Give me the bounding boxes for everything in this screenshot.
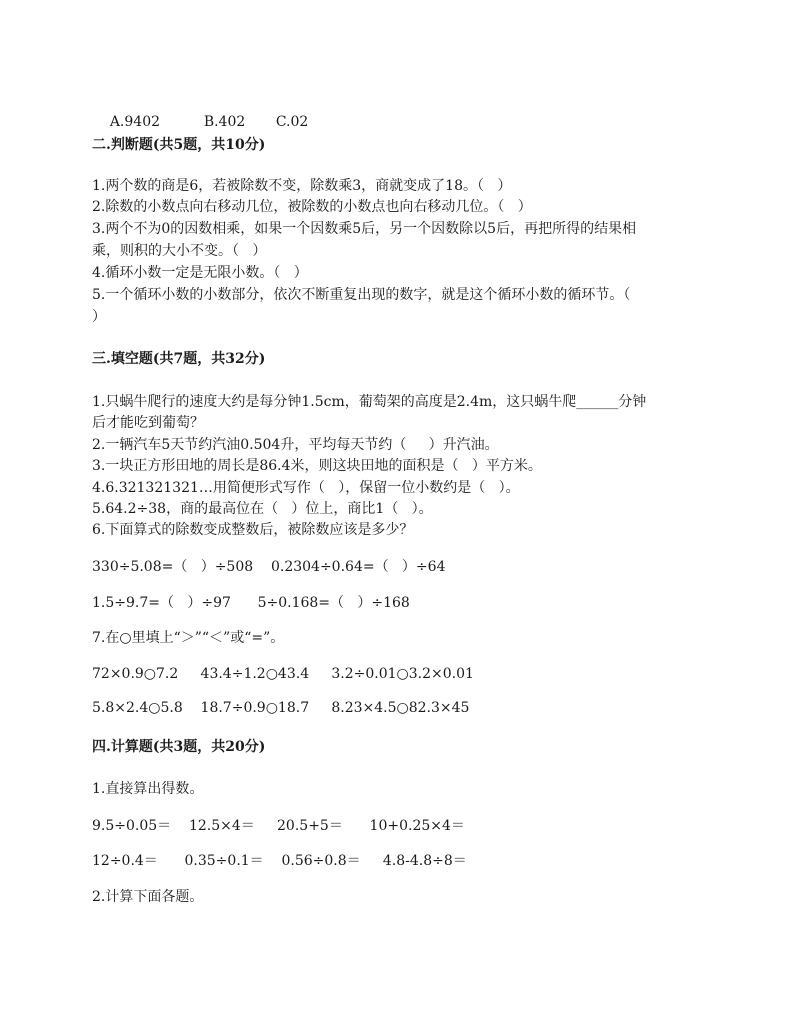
judge-item-3-cont: 乘，则积的大小不变。（ ） [92, 243, 267, 259]
calc-item-1: 1.直接算出得数。 [92, 781, 204, 797]
calc-item-2: 2.计算下面各题。 [92, 889, 204, 905]
judge-item-5: 5.一个循环小数的小数部分，依次不断重复出现的数字，就是这个循环小数的循环节。（ [92, 287, 631, 303]
option-b: B.402 [203, 114, 246, 130]
judge-item-2: 2.除数的小数点向右移动几位，被除数的小数点也向右移动几位。（ ） [92, 199, 532, 215]
judge-item-1: 1.两个数的商是6，若被除数不变，除数乘3，商就变成了18。（ ） [92, 178, 512, 194]
fill-item-6: 6.下面算式的除数变成整数后，被除数应该是多少？ [92, 522, 414, 538]
section-3-title: 三.填空题(共7题，共32分) [92, 351, 266, 367]
judge-item-5-cont: ） [92, 309, 106, 325]
fill-item-1-cont: 后才能吃到葡萄？ [92, 415, 204, 431]
fill-item-7: 7.在○里填上“＞”“＜”或“=”。 [92, 630, 285, 646]
judge-item-4: 4.循环小数一定是无限小数。（ ） [92, 265, 308, 281]
fill-item-2: 2.一辆汽车5天节约汽油0.504升，平均每天节约（ ）升汽油。 [92, 437, 499, 453]
option-a: A.9402 [109, 114, 161, 130]
calc-row-2: 12÷0.4＝ 0.35÷0.1＝ 0.56÷0.8＝ 4.8-4.8÷8＝ [92, 853, 467, 869]
compare-row-2: 5.8×2.4○5.8 18.7÷0.9○18.7 8.23×4.5○82.3×45 [92, 700, 470, 716]
conversion-row-2: 1.5÷9.7=（ ）÷97 5÷0.168=（ ）÷168 [92, 595, 410, 611]
section-2-title: 二.判断题(共5题，共10分) [92, 137, 266, 153]
section-4-title: 四.计算题(共3题，共20分) [92, 739, 266, 755]
compare-row-1: 72×0.9○7.2 43.4÷1.2○43.4 3.2÷0.01○3.2×0.01 [92, 666, 474, 682]
fill-item-4: 4.6.321321321…用简便形式写作（ ），保留一位小数约是（ ）。 [92, 480, 520, 496]
fill-item-5: 5.64.2÷38，商的最高位在（ ）位上，商比1（ ）。 [92, 501, 433, 517]
calc-row-1: 9.5÷0.05＝ 12.5×4＝ 20.5+5＝ 10+0.25×4＝ [92, 818, 465, 834]
fill-item-3: 3.一块正方形田地的周长是86.4米，则这块田地的面积是（ ）平方米。 [92, 458, 542, 474]
option-c: C.02 [275, 114, 309, 130]
conversion-row-1: 330÷5.08=（ ）÷508 0.2304÷0.64=（ ）÷64 [92, 559, 446, 575]
fill-item-1: 1.只蜗牛爬行的速度大约是每分钟1.5cm，葡萄架的高度是2.4m，这只蜗牛爬______分钟 [92, 394, 647, 410]
judge-item-3: 3.两个不为0的因数相乘，如果一个因数乘5后，另一个因数除以5后，再把所得的结果相 [92, 221, 637, 237]
